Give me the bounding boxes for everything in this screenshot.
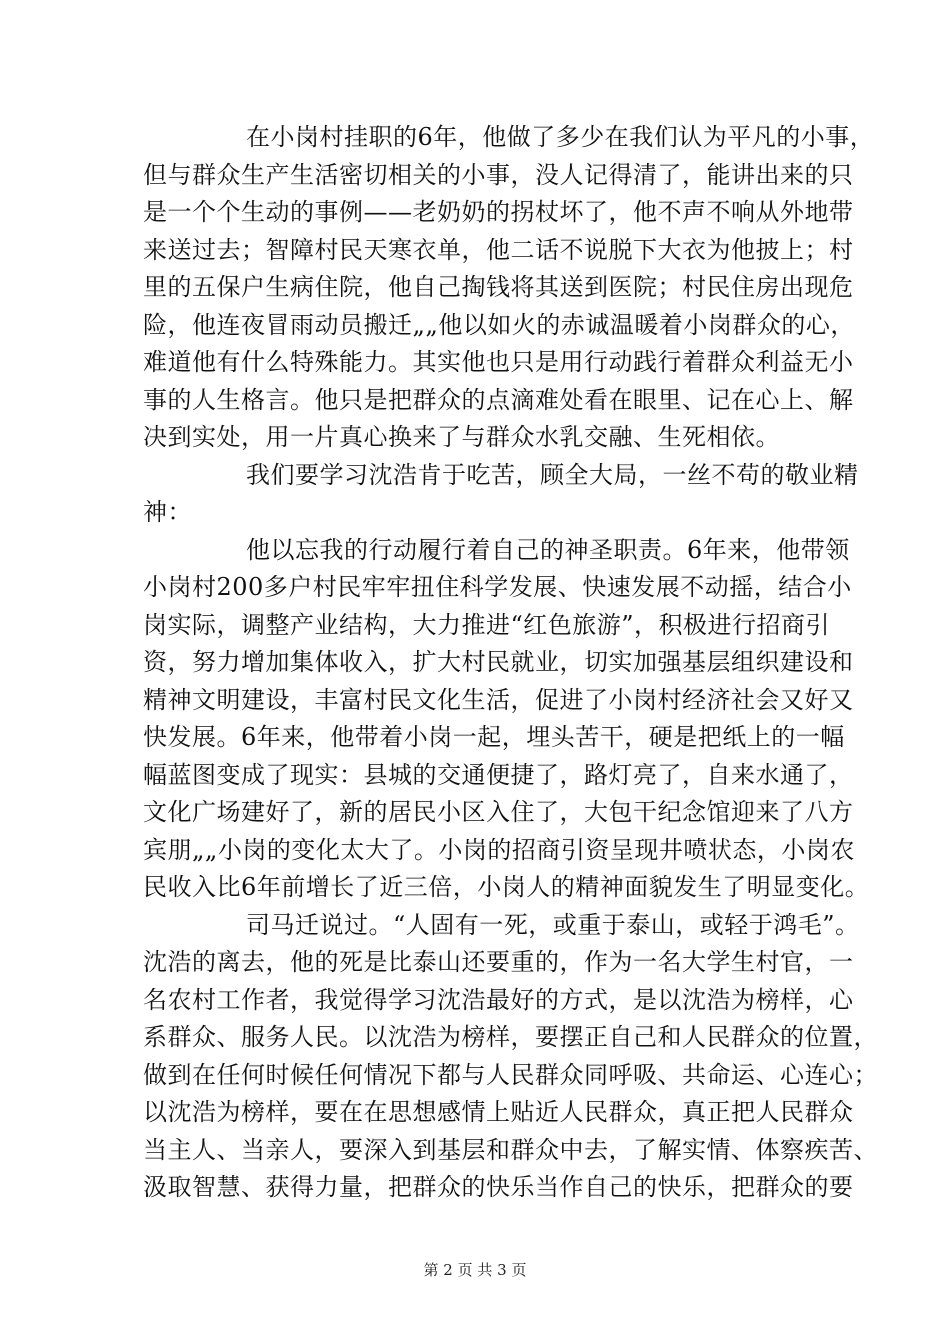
text-line: 宾朋„„小岗的变化太大了。小岗的招商引资呈现井喷状态，小岗农 xyxy=(143,836,855,864)
text-line: 在小岗村挂职的6年，他做了多少在我们认为平凡的小事， xyxy=(246,123,875,151)
text-line: 民收入比6年前增长了近三倍，小岗人的精神面貌发生了明显变化。 xyxy=(143,873,870,901)
text-line: 文化广场建好了，新的居民小区入住了，大包干纪念馆迎来了八方 xyxy=(143,798,854,826)
text-line: 幅蓝图变成了现实：县城的交通便捷了，路灯亮了，自来水通了， xyxy=(143,761,854,789)
text-line: 岗实际，调整产业结构，大力推进“红色旅游”，积极进行招商引 xyxy=(143,611,831,639)
text-line: 里的五保户生病住院，他自己掏钱将其送到医院；村民住房出现危 xyxy=(143,273,854,301)
text-line: 他以忘我的行动履行着自己的神圣职责。6年来，他带领 xyxy=(246,536,850,564)
text-line: 是一个个生动的事例——老奶奶的拐杖坏了，他不声不响从外地带 xyxy=(143,198,854,226)
page-number-footer: 第 2 页 共 3 页 xyxy=(423,1261,527,1279)
text-line: 我们要学习沈浩肯于吃苦，顾全大局，一丝不苟的敬业精 xyxy=(246,461,859,489)
text-line: 沈浩的离去，他的死是比泰山还要重的，作为一名大学生村官，一 xyxy=(143,948,854,976)
text-line: 名农村工作者，我觉得学习沈浩最好的方式，是以沈浩为榜样，心 xyxy=(143,986,854,1014)
text-line: 难道他有什么特殊能力。其实他也只是用行动践行着群众利益无小 xyxy=(143,348,854,376)
text-line: 小岗村200多户村民牢牢扭住科学发展、快速发展不动摇，结合小 xyxy=(143,573,852,601)
text-line: 以沈浩为榜样，要在在思想感情上贴近人民群众，真正把人民群众 xyxy=(143,1098,854,1126)
text-line: 做到在任何时候任何情况下都与人民群众同呼吸、共命运、心连心； xyxy=(143,1061,878,1089)
text-line: 精神文明建设，丰富村民文化生活，促进了小岗村经济社会又好又 xyxy=(143,686,854,714)
text-line: 但与群众生产生活密切相关的小事，没人记得清了，能讲出来的只 xyxy=(143,161,854,189)
text-line: 资，努力增加集体收入，扩大村民就业，切实加强基层组织建设和 xyxy=(143,648,854,676)
text-line: 快发展。6年来，他带着小岗一起，埋头苦干，硬是把纸上的一幅 xyxy=(143,723,845,751)
text-line: 系群众、服务人民。以沈浩为榜样，要摆正自己和人民群众的位置， xyxy=(143,1023,878,1051)
text-line: 当主人、当亲人，要深入到基层和群众中去，了解实情、体察疾苦、 xyxy=(143,1136,878,1164)
text-line: 汲取智慧、获得力量，把群众的快乐当作自己的快乐，把群众的要 xyxy=(143,1173,854,1201)
text-line: 事的人生格言。他只是把群众的点滴难处看在眼里、记在心上、解 xyxy=(143,386,854,414)
text-line: 司马迁说过。“人固有一死，或重于泰山，或轻于鸿毛”。 xyxy=(246,911,860,939)
text-line: 决到实处，用一片真心换来了与群众水乳交融、生死相依。 xyxy=(143,423,780,451)
text-line: 险，他连夜冒雨动员搬迁„„他以如火的赤诚温暖着小岗群众的心， xyxy=(143,311,855,339)
text-line: 来送过去；智障村民天寒衣单，他二话不说脱下大衣为他披上；村 xyxy=(143,236,854,264)
text-line: 神： xyxy=(143,498,192,526)
